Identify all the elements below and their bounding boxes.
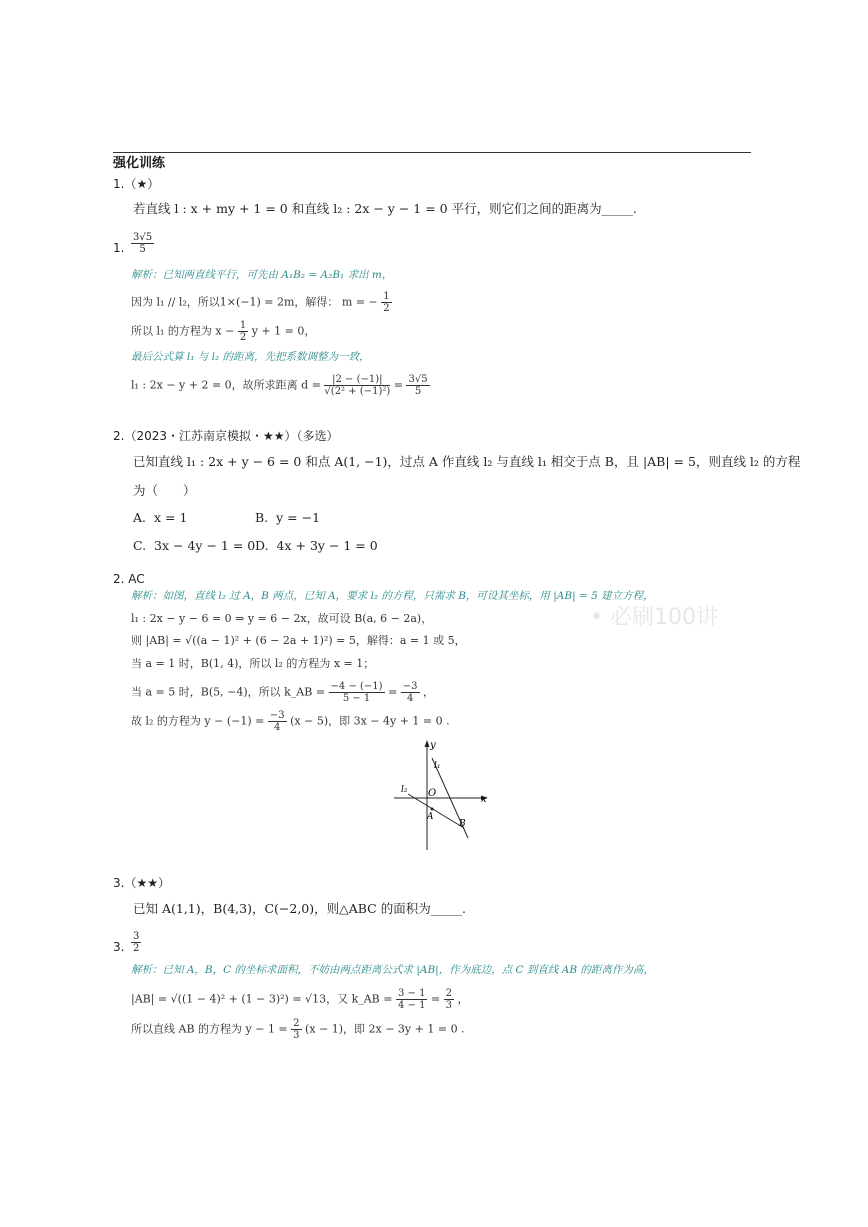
answer-1-analysis-4: 最后公式算 l₁ 与 l₂ 的距离，先把系数调整为一致， bbox=[131, 351, 370, 363]
watermark: • 必刷100讲 bbox=[590, 605, 718, 630]
answer-1-analysis-3: 所以 l₁ 的方程为 x − $\frac{1}{2}$ y + 1 = 0， bbox=[131, 320, 316, 343]
answer-2-analysis-6: 故 l₂ 的方程为 y − (−1) = $\frac{-3}{4}$ (x − 5)，即 3x − 4y + 1 = 0 . bbox=[131, 710, 450, 733]
problem-2-number: 2.（2023・江苏南京模拟・★★）（多选） bbox=[113, 429, 339, 443]
answer-1-number: 1. bbox=[113, 241, 125, 255]
x-axis-label: x bbox=[481, 794, 487, 805]
problem-2-question-line-2: 为（ ） bbox=[133, 483, 196, 498]
point-a bbox=[431, 808, 434, 811]
option-b: B. y = −1 bbox=[255, 510, 321, 525]
problem-1-question: 若直线 l : x + my + 1 = 0 和直线 l₂ : 2x − y − 1 = 0 平行，则它们之间的距离为_____. bbox=[133, 201, 637, 216]
answer-2: 2. AC bbox=[113, 572, 145, 586]
answer-2-analysis-4: 当 a = 1 时，B(1, 4)，所以 l₂ 的方程为 x = 1； bbox=[131, 657, 375, 670]
y-axis-label: y bbox=[430, 740, 436, 751]
point-b-label: B bbox=[459, 819, 466, 829]
option-d: D. 4x + 3y − 1 = 0 bbox=[255, 538, 378, 553]
section-title: 强化训练 bbox=[113, 156, 166, 171]
answer-1-analysis-5: l₁ : 2x − y + 2 = 0，故所求距离 d = $\frac{|2 - (-1)|}{\text{√(2² + (−1)²)}}$ = $\frac{3√5}{5}$ bbox=[131, 374, 428, 397]
answer-2-analysis-2: l₁ : 2x − y − 6 = 0 ⇒ y = 6 − 2x，故可设 B(a, 6 − 2a)， bbox=[131, 612, 433, 625]
point-a-label: A bbox=[427, 812, 434, 822]
y-axis-arrow bbox=[425, 740, 430, 747]
answer-3-value: $\frac{3}{2}$ bbox=[133, 931, 140, 954]
answer-1-value: $\frac{3√5}{5}$ bbox=[133, 232, 153, 255]
problem-3-question: 已知 A(1,1)，B(4,3)，C(−2,0)，则△ABC 的面积为_____. bbox=[133, 901, 466, 916]
answer-2-analysis-3: 则 |AB| = √((a − 1)² + (6 − 2a + 1)²) = 5，解得：a = 1 或 5， bbox=[131, 634, 466, 647]
option-a: A. x = 1 bbox=[133, 510, 188, 525]
coordinate-figure bbox=[392, 738, 502, 850]
origin-label: O bbox=[428, 788, 437, 799]
answer-3-analysis-1: 解析：已知 A，B，C 的坐标求面积，不妨由两点距离公式求 |AB|，作为底边，点 C 到直线 AB 的距离作为高， bbox=[131, 964, 654, 976]
answer-2-analysis-5: 当 a = 5 时，B(5, −4)，所以 k_AB = $\frac{-4 - (-1)}{5 - 1}$ = $\frac{-3}{4}$ ， bbox=[131, 681, 435, 704]
problem-2-question-line-1: 已知直线 l₁ : 2x + y − 6 = 0 和点 A(1, −1)，过点 A 作直线 l₂ 与直线 l₁ 相交于点 B，且 |AB| = 5，则直线 l₂ 的方程 bbox=[133, 454, 801, 469]
answer-3-analysis-3: 所以直线 AB 的方程为 y − 1 = $\frac{2}{3}$ (x − 1)，即 2x − 3y + 1 = 0 . bbox=[131, 1018, 465, 1041]
problem-1-number: 1.（★） bbox=[113, 177, 160, 191]
l1-label: l₁ bbox=[434, 761, 441, 771]
answer-3-analysis-2: |AB| = √((1 − 4)² + (1 − 3)²) = √13，又 k_AB = $\frac{3 - 1}{4 - 1}$ = $\frac{2}{3}$ ， bbox=[131, 988, 469, 1011]
l2-label: l₂ bbox=[401, 785, 408, 795]
option-c: C. 3x − 4y − 1 = 0 bbox=[133, 538, 256, 553]
answer-2-analysis-1: 解析：如图，直线 l₂ 过 A，B 两点，已知 A，要求 l₂ 的方程，只需求 B，可设其坐标，用 |AB| = 5 建立方程， bbox=[131, 590, 654, 602]
top-divider bbox=[113, 152, 751, 153]
answer-1-analysis-1: 解析：已知两直线平行，可先由 A₁B₂ = A₂B₁ 求出 m， bbox=[131, 269, 393, 281]
answer-3-number: 3. bbox=[113, 940, 125, 954]
problem-3-number: 3.（★★） bbox=[113, 876, 170, 890]
answer-1-analysis-2: 因为 l₁ // l₂，所以1×(−1) = 2m，解得： m = − $\frac{1}{2}$ bbox=[131, 291, 390, 314]
